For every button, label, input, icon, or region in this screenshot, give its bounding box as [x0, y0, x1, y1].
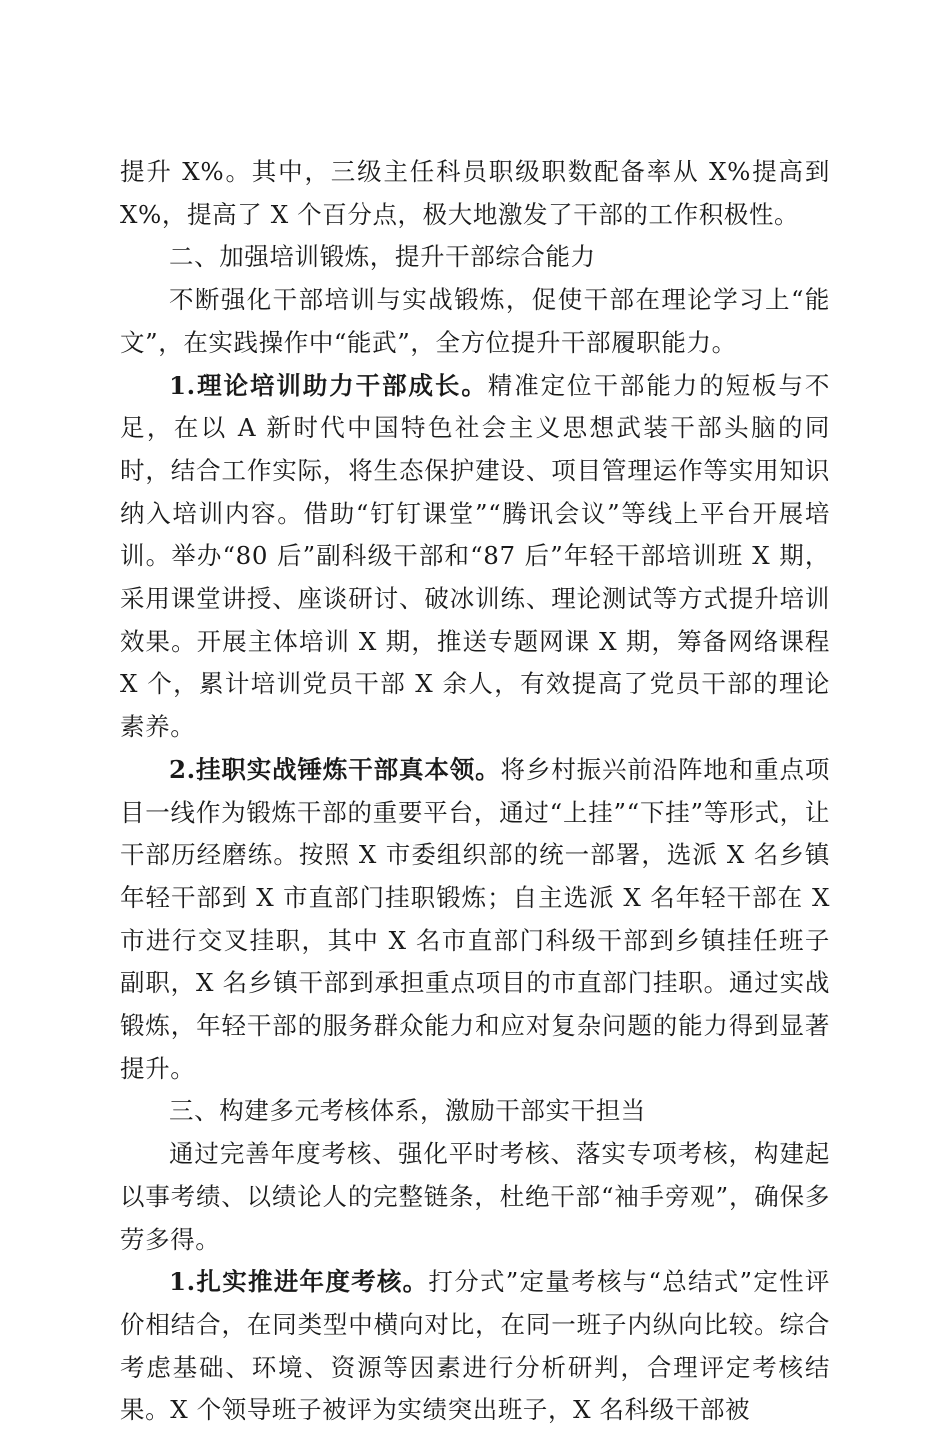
section-2-item-1-lead: 1.理论培训助力干部成长。	[169, 370, 488, 400]
section-heading-3: 三、构建多元考核体系，激励干部实干担当	[169, 1096, 646, 1126]
section-2-item-2-paragraph	[120, 749, 830, 1091]
document-page	[120, 151, 830, 1432]
section-2-item-2-text: 将乡村振兴前沿阵地和重点项目一线作为锻炼干部的重要平台，通过“上挂”“下挂”等形式，让干部历经磨练。按照 X 市委组织部的统一部署，选派 X 名乡镇年轻干部到 X 市直部门挂职锻炼；自主选派 X 名年轻干部在 X 市进行交叉挂职，其中 X 名市直部门科级干部到乡镇挂任班子副职，X 名乡镇干部到承担重点项目的市直部门挂职。通过实战锻炼，年轻干部的服务群众能力和应对复杂问题的能力得到显著提升。	[120, 754, 830, 1083]
section-3-item-1-text: 打分式”定量考核与“总结式”定性评价相结合，在同类型中横向对比，在同一班子内纵向比较。综合考虑基础、环境、资源等因素进行分析研判，合理评定考核结果。X 个领导班子被评为实绩突出班子，X 名科级干部被	[120, 1267, 830, 1425]
intro-continuation-paragraph: 提升 X%。其中，三级主任科员职级职数配备率从 X%提高到 X%，提高了 X 个百分点，极大地激发了干部的工作积极性。	[120, 157, 830, 229]
section-2-item-1-text: 精准定位干部能力的短板与不足，在以 A 新时代中国特色社会主义思想武装干部头脑的同时，结合工作实际，将生态保护建设、项目管理运作等实用知识纳入培训内容。借助“钉钉课堂”“腾讯会议”等线上平台开展培训。举办“80 后”副科级干部和“87 后”年轻干部培训班 X 期，采用课堂讲授、座谈研讨、破冰训练、理论测试等方式提升培训效果。开展主体培训 X 期，推送专题网课 X 期，筹备网络课程 X 个，累计培训党员干部 X 余人，有效提高了党员干部的理论素养。	[120, 370, 830, 742]
section-3-intro-paragraph: 通过完善年度考核、强化平时考核、落实专项考核，构建起以事考绩、以绩论人的完整链条，杜绝干部“袖手旁观”，确保多劳多得。	[120, 1139, 830, 1254]
section-2-item-2-lead: 2.挂职实战锤炼干部真本领。	[169, 754, 501, 784]
section-2-intro-paragraph: 不断强化干部培训与实战锻炼，促使干部在理论学习上“能文”，在实践操作中“能武”，全方位提升干部履职能力。	[120, 285, 830, 357]
section-2-item-1-paragraph	[120, 365, 830, 749]
section-3-item-1-lead: 1.扎实推进年度考核。	[169, 1267, 429, 1297]
section-3-item-1-paragraph	[120, 1261, 830, 1432]
section-heading-2: 二、加强培训锻炼，提升干部综合能力	[169, 242, 596, 272]
